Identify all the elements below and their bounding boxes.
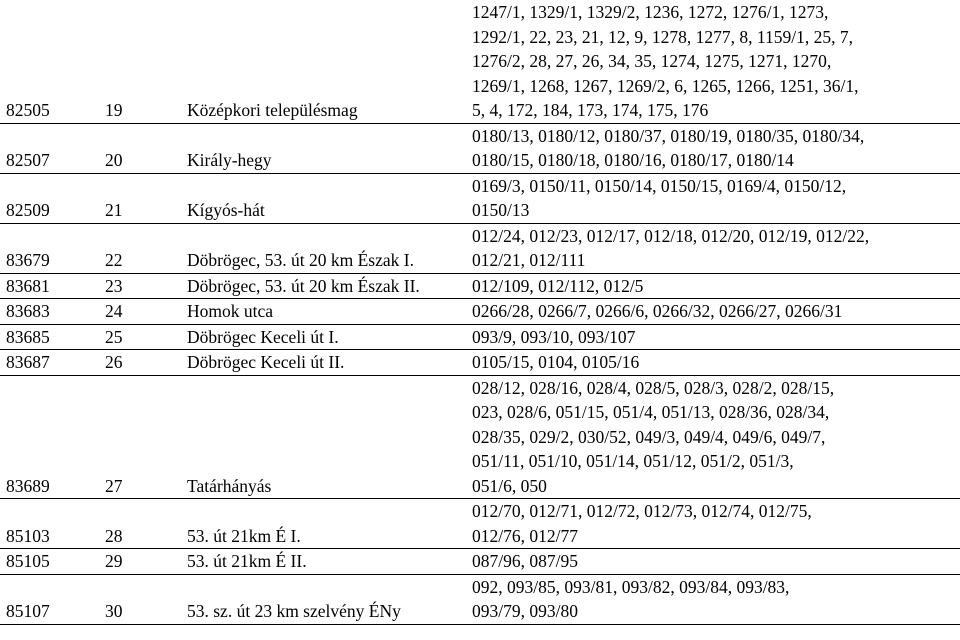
site-code: 85107 (0, 574, 93, 624)
site-name: Döbrögec, 53. út 20 km Észak II. (185, 273, 470, 299)
site-code: 82507 (0, 123, 93, 173)
parcel-line: 0150/13 (472, 200, 530, 220)
site-number: 22 (93, 223, 185, 273)
site-code: 83685 (0, 324, 93, 350)
parcel-line: 012/24, 012/23, 012/17, 012/18, 012/20, 012/19, 012/22, (472, 225, 870, 246)
parcel-numbers (470, 273, 960, 299)
site-number: 26 (93, 350, 185, 376)
site-code: 83683 (0, 299, 93, 325)
parcel-numbers (470, 223, 960, 273)
parcel-numbers (470, 350, 960, 376)
parcel-numbers (470, 549, 960, 575)
parcel-numbers (470, 173, 960, 223)
parcel-line: 028/35, 029/2, 030/52, 049/3, 049/4, 049/6, 049/7, (472, 426, 826, 447)
site-name: 53. út 21km É II. (185, 549, 470, 575)
site-number: 25 (93, 324, 185, 350)
site-name: 53. út 21km É I. (185, 499, 470, 549)
parcel-numbers (470, 123, 960, 173)
parcel-numbers (470, 0, 960, 123)
parcel-line: 1269/1, 1268, 1267, 1269/2, 6, 1265, 1266, 1251, 36/1, (472, 75, 859, 96)
table-row (0, 549, 960, 575)
site-number: 29 (93, 549, 185, 575)
table-row (0, 350, 960, 376)
site-number: 19 (105, 100, 123, 120)
site-code: 83679 (0, 223, 93, 273)
site-name: Középkori településmag (187, 100, 358, 120)
site-number: 30 (93, 574, 185, 624)
table-row (0, 223, 960, 273)
parcel-line: 012/109, 012/112, 012/5 (472, 275, 644, 296)
parcel-numbers (470, 499, 960, 549)
site-code: 83689 (0, 375, 93, 499)
parcel-numbers (470, 375, 960, 499)
parcel-line: 023, 028/6, 051/15, 051/4, 051/13, 028/36, 028/34, (472, 402, 830, 422)
site-name: Döbrögec Keceli út I. (185, 324, 470, 350)
table-row (0, 574, 960, 624)
site-name: Tatárhányás (185, 375, 470, 499)
parcel-line: 028/12, 028/16, 028/4, 028/5, 028/3, 028/2, 028/15, (472, 377, 835, 398)
parcel-line: 1292/1, 22, 23, 21, 12, 9, 1278, 1277, 8, 1159/1, 25, 7, (472, 26, 853, 47)
site-code: 85105 (0, 549, 93, 575)
site-number: 20 (93, 123, 185, 173)
parcel-line: 0180/15, 0180/18, 0180/16, 0180/17, 0180/14 (472, 150, 794, 170)
table-row (0, 123, 960, 173)
site-code: 82505 (6, 100, 50, 120)
parcel-numbers (470, 324, 960, 350)
parcel-line: 1276/2, 28, 27, 26, 34, 35, 1274, 1275, 1271, 1270, (472, 51, 832, 71)
site-name: 53. sz. út 23 km szelvény ÉNy (185, 574, 470, 624)
site-number: 23 (93, 273, 185, 299)
table-row (0, 273, 960, 299)
site-name: Döbrögec Keceli út II. (185, 350, 470, 376)
table-row (0, 324, 960, 350)
table-row (0, 375, 960, 499)
parcel-numbers (470, 299, 960, 325)
parcel-line: 051/6, 050 (472, 475, 547, 496)
parcel-line: 0266/28, 0266/7, 0266/6, 0266/32, 0266/27, 0266/31 (472, 301, 843, 321)
parcel-line: 0105/15, 0104, 0105/16 (472, 352, 640, 372)
site-name: Homok utca (185, 299, 470, 325)
table-row (0, 299, 960, 325)
site-number: 27 (93, 375, 185, 499)
parcel-line: 0169/3, 0150/11, 0150/14, 0150/15, 0169/4, 0150/12, (472, 175, 847, 196)
site-name: Döbrögec, 53. út 20 km Észak I. (185, 223, 470, 273)
table-row (0, 499, 960, 549)
site-code: 82509 (0, 173, 93, 223)
site-number: 28 (93, 499, 185, 549)
site-code: 83687 (0, 350, 93, 376)
parcel-numbers (470, 574, 960, 624)
parcel-line: 093/79, 093/80 (472, 601, 578, 621)
parcel-line: 092, 093/85, 093/81, 093/82, 093/84, 093/83, (472, 576, 790, 597)
site-number: 24 (93, 299, 185, 325)
parcel-line: 087/96, 087/95 (472, 551, 578, 571)
parcel-line: 012/70, 012/71, 012/72, 012/73, 012/74, 012/75, (472, 501, 812, 521)
site-name: Király-hegy (185, 123, 470, 173)
site-name: Kígyós-hát (185, 173, 470, 223)
parcel-line: 093/9, 093/10, 093/107 (472, 326, 636, 347)
parcel-line: 1247/1, 1329/1, 1329/2, 1236, 1272, 1276/1, 1273, (472, 2, 829, 22)
site-code: 85103 (0, 499, 93, 549)
table-row (0, 0, 960, 123)
parcel-line: 5, 4, 172, 184, 173, 174, 175, 176 (472, 100, 709, 120)
site-code: 83681 (0, 273, 93, 299)
parcel-line: 012/76, 012/77 (472, 525, 578, 546)
parcel-line: 0180/13, 0180/12, 0180/37, 0180/19, 0180/35, 0180/34, (472, 125, 865, 146)
parcel-line: 051/11, 051/10, 051/14, 051/12, 051/2, 051/3, (472, 451, 794, 471)
table-row (0, 173, 960, 223)
site-number: 21 (93, 173, 185, 223)
parcel-line: 012/21, 012/111 (472, 250, 586, 270)
